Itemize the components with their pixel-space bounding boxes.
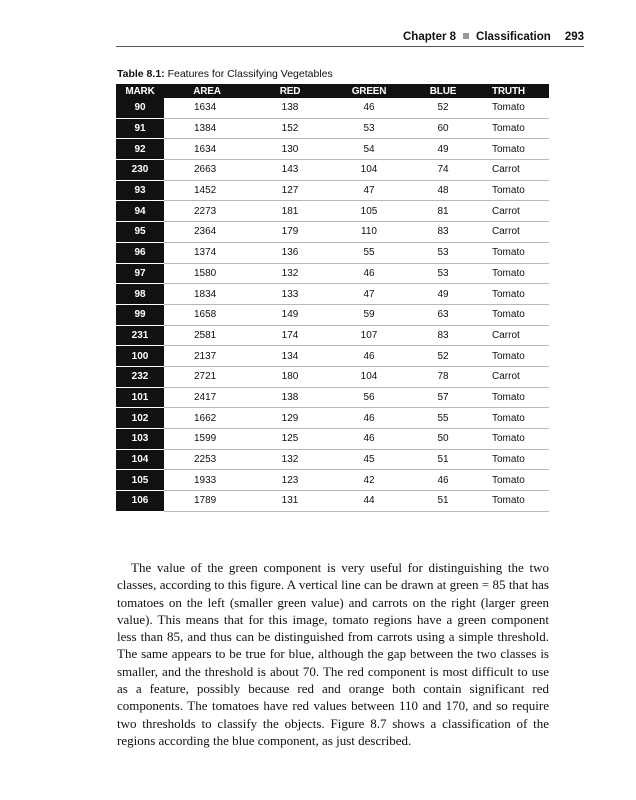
cell-mark: 90 [116,98,164,118]
table-row [116,284,549,305]
cell-red: 138 [250,98,330,118]
cell-area: 2137 [164,346,250,367]
cell-area: 1933 [164,470,250,491]
cell-red: 130 [250,139,330,160]
cell-mark: 103 [116,429,164,450]
cell-blue: 48 [408,180,478,201]
cell-blue: 52 [408,98,478,118]
cell-truth: Tomato [478,470,549,491]
cell-truth: Tomato [478,98,549,118]
table-row [116,408,549,429]
cell-area: 1658 [164,304,250,325]
cell-green: 59 [330,304,408,325]
cell-blue: 81 [408,201,478,222]
cell-area: 1834 [164,284,250,305]
column-header-mark: MARK [116,84,164,98]
cell-red: 136 [250,242,330,263]
cell-blue: 49 [408,284,478,305]
cell-blue: 53 [408,242,478,263]
table-row [116,366,549,387]
column-header-truth: TRUTH [478,84,549,98]
cell-blue: 51 [408,449,478,470]
cell-mark: 95 [116,222,164,243]
cell-truth: Carrot [478,222,549,243]
cell-blue: 46 [408,470,478,491]
cell-blue: 57 [408,387,478,408]
cell-mark: 102 [116,408,164,429]
table-row [116,222,549,243]
cell-mark: 230 [116,160,164,181]
cell-truth: Carrot [478,201,549,222]
cell-truth: Carrot [478,366,549,387]
cell-green: 42 [330,470,408,491]
column-header-green: GREEN [330,84,408,98]
cell-area: 1452 [164,180,250,201]
cell-blue: 51 [408,491,478,512]
cell-mark: 101 [116,387,164,408]
cell-area: 2721 [164,366,250,387]
cell-area: 1580 [164,263,250,284]
cell-mark: 99 [116,304,164,325]
cell-mark: 98 [116,284,164,305]
table-row [116,491,549,512]
cell-truth: Tomato [478,180,549,201]
cell-red: 174 [250,325,330,346]
cell-mark: 232 [116,366,164,387]
cell-truth: Tomato [478,118,549,139]
column-header-red: RED [250,84,330,98]
cell-truth: Tomato [478,304,549,325]
cell-red: 125 [250,429,330,450]
cell-mark: 231 [116,325,164,346]
cell-green: 107 [330,325,408,346]
table-caption-label: Table 8.1: [117,68,165,80]
cell-green: 46 [330,346,408,367]
cell-truth: Tomato [478,429,549,450]
table-row [116,325,549,346]
cell-green: 47 [330,180,408,201]
cell-truth: Tomato [478,263,549,284]
cell-green: 46 [330,263,408,284]
cell-mark: 93 [116,180,164,201]
features-table [116,84,549,512]
cell-green: 45 [330,449,408,470]
table-row [116,139,549,160]
cell-mark: 96 [116,242,164,263]
cell-green: 56 [330,387,408,408]
cell-blue: 78 [408,366,478,387]
cell-green: 46 [330,98,408,118]
cell-mark: 105 [116,470,164,491]
table-row [116,98,549,118]
cell-mark: 94 [116,201,164,222]
table-row [116,429,549,450]
cell-blue: 55 [408,408,478,429]
page-number: 293 [564,31,584,43]
table-row [116,346,549,367]
table-row [116,160,549,181]
cell-blue: 52 [408,346,478,367]
table-header-row [116,84,549,98]
table-row [116,201,549,222]
cell-red: 132 [250,449,330,470]
cell-green: 105 [330,201,408,222]
cell-mark: 104 [116,449,164,470]
cell-green: 53 [330,118,408,139]
cell-area: 2273 [164,201,250,222]
cell-area: 1789 [164,491,250,512]
cell-area: 1599 [164,429,250,450]
cell-area: 2663 [164,160,250,181]
cell-truth: Tomato [478,387,549,408]
cell-mark: 106 [116,491,164,512]
cell-truth: Tomato [478,491,549,512]
cell-area: 1634 [164,98,250,118]
cell-red: 181 [250,201,330,222]
cell-area: 2581 [164,325,250,346]
cell-truth: Tomato [478,139,549,160]
column-header-blue: BLUE [408,84,478,98]
body-paragraph: The value of the green component is very useful for distinguishing the two classes, according to this figure. A vertical line can be drawn at green = 85 that has tomatoes on the left (smaller green value) and carrots on the right (larger green value). This means that for this image, tomato regions have a green component less than 85, and thus can be distinguished from carrots using a simple threshold. The same appears to be true for blue, although the gap between the two classes is smaller, and the threshold is about 70. The red component is most difficult to use as a feature, possibly because red and orange both contain significant red components. The tomatoes have red values between 110 and 170, and so require two thresholds to classify the objects. Figure 8.7 shows a classification of the regions according the blue component, as just described. [117,560,549,748]
cell-red: 123 [250,470,330,491]
cell-blue: 83 [408,325,478,346]
table-row [116,263,549,284]
table-row [116,387,549,408]
running-head [403,31,584,43]
cell-green: 46 [330,429,408,450]
cell-blue: 63 [408,304,478,325]
cell-red: 129 [250,408,330,429]
cell-red: 143 [250,160,330,181]
table-caption [117,68,333,80]
cell-green: 47 [330,284,408,305]
cell-truth: Tomato [478,449,549,470]
section-title: Classification [476,31,551,43]
cell-blue: 50 [408,429,478,450]
header-rule [116,46,584,47]
cell-area: 1662 [164,408,250,429]
cell-mark: 97 [116,263,164,284]
cell-green: 54 [330,139,408,160]
cell-truth: Tomato [478,408,549,429]
cell-red: 179 [250,222,330,243]
cell-green: 46 [330,408,408,429]
cell-red: 180 [250,366,330,387]
cell-area: 1374 [164,242,250,263]
cell-green: 55 [330,242,408,263]
cell-red: 134 [250,346,330,367]
cell-blue: 53 [408,263,478,284]
table-row [116,118,549,139]
cell-blue: 83 [408,222,478,243]
chapter-label: Chapter 8 [402,31,457,43]
cell-green: 44 [330,491,408,512]
cell-area: 2364 [164,222,250,243]
cell-blue: 74 [408,160,478,181]
table-row [116,449,549,470]
cell-green: 104 [330,366,408,387]
cell-blue: 49 [408,139,478,160]
cell-mark: 91 [116,118,164,139]
cell-truth: Tomato [478,346,549,367]
cell-area: 1634 [164,139,250,160]
cell-red: 127 [250,180,330,201]
table-row [116,304,549,325]
table-row [116,470,549,491]
cell-mark: 92 [116,139,164,160]
cell-red: 133 [250,284,330,305]
table-caption-text: Features for Classifying Vegetables [167,68,333,80]
cell-red: 131 [250,491,330,512]
cell-red: 152 [250,118,330,139]
separator-square-icon [463,33,469,39]
cell-green: 104 [330,160,408,181]
cell-blue: 60 [408,118,478,139]
cell-area: 1384 [164,118,250,139]
cell-area: 2417 [164,387,250,408]
cell-area: 2253 [164,449,250,470]
cell-red: 132 [250,263,330,284]
column-header-area: AREA [164,84,250,98]
cell-red: 149 [250,304,330,325]
cell-truth: Carrot [478,325,549,346]
cell-truth: Tomato [478,242,549,263]
cell-mark: 100 [116,346,164,367]
cell-truth: Carrot [478,160,549,181]
table-row [116,180,549,201]
cell-red: 138 [250,387,330,408]
table-row [116,242,549,263]
cell-green: 110 [330,222,408,243]
table-body [116,98,549,511]
cell-truth: Tomato [478,284,549,305]
